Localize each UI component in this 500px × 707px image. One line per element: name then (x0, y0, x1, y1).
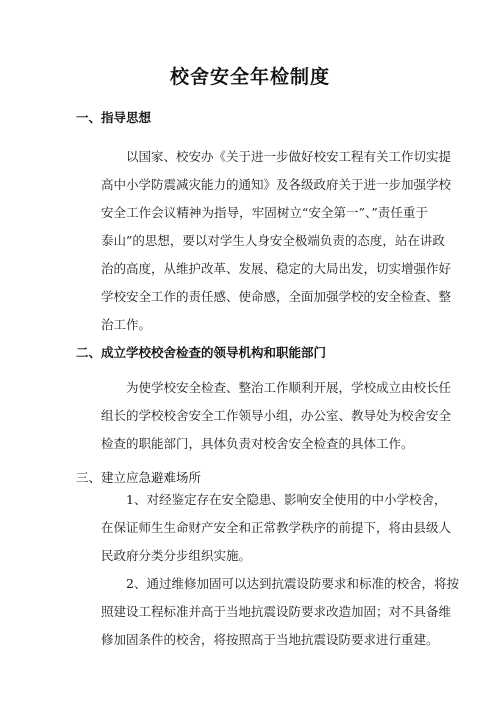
section-heading-guiding-thought: 一、指导思想 (76, 110, 152, 125)
text-line: 治的高度，从维护改革、发展、稳定的大局出发，切实增强作好 (101, 261, 452, 276)
text-line: 以国家、校安办《关于进一步做好校安工程有关工作切实提 (126, 149, 452, 164)
list-item-1 (76, 486, 452, 570)
text-line: 2、通过维修加固可以达到抗震设防要求和标准的校舍，将按 (126, 576, 459, 591)
section-heading-leadership: 二、成立学校校舍检查的领导机构和职能部门 (76, 345, 327, 360)
text-line: 民政府分类分步组织实施。 (101, 548, 252, 563)
document-title: 校舍安全年检制度 (169, 66, 330, 88)
text-line: 高中小学防震减灾能力的通知》及各级政府关于进一步加强学校 (101, 177, 452, 192)
section-heading-emergency-shelter: 三、建立应急避难场所 (76, 470, 202, 485)
text-line: 在保证师生生命财产安全和正常教学秩序的前提下，将由县级人 (101, 520, 452, 535)
text-line: 组长的学校校舍安全工作领导小组，办公室、教导处为校舍安全 (101, 408, 452, 423)
text-line: 泰山”的思想，要以对学生人身安全极端负责的态度，站在讲政 (101, 233, 445, 248)
text-line: 修加固条件的校舍，将按照高于当地抗震设防要求进行重建。 (101, 632, 439, 647)
text-line: 检查的职能部门，具体负责对校舍安全检查的具体工作。 (101, 436, 414, 451)
section-paragraph-leadership (76, 374, 452, 458)
text-line: 学校安全工作的责任感、使命感，全面加强学校的安全检查、整 (101, 289, 452, 304)
list-item-2 (76, 570, 459, 654)
text-line: 治工作。 (101, 317, 152, 332)
text-line: 1、对经鉴定存在安全隐患、影响安全使用的中小学校舍， (126, 492, 447, 507)
text-line: 照建设工程标准并高于当地抗震设防要求改造加固；对不具备维 (101, 604, 452, 619)
text-line: 安全工作会议精神为指导，牢固树立“安全第一”、”责任重于 (101, 205, 428, 220)
section-paragraph-guiding-thought (76, 143, 452, 339)
text-line: 为使学校安全检查、整治工作顺利开展，学校成立由校长任 (126, 380, 452, 395)
